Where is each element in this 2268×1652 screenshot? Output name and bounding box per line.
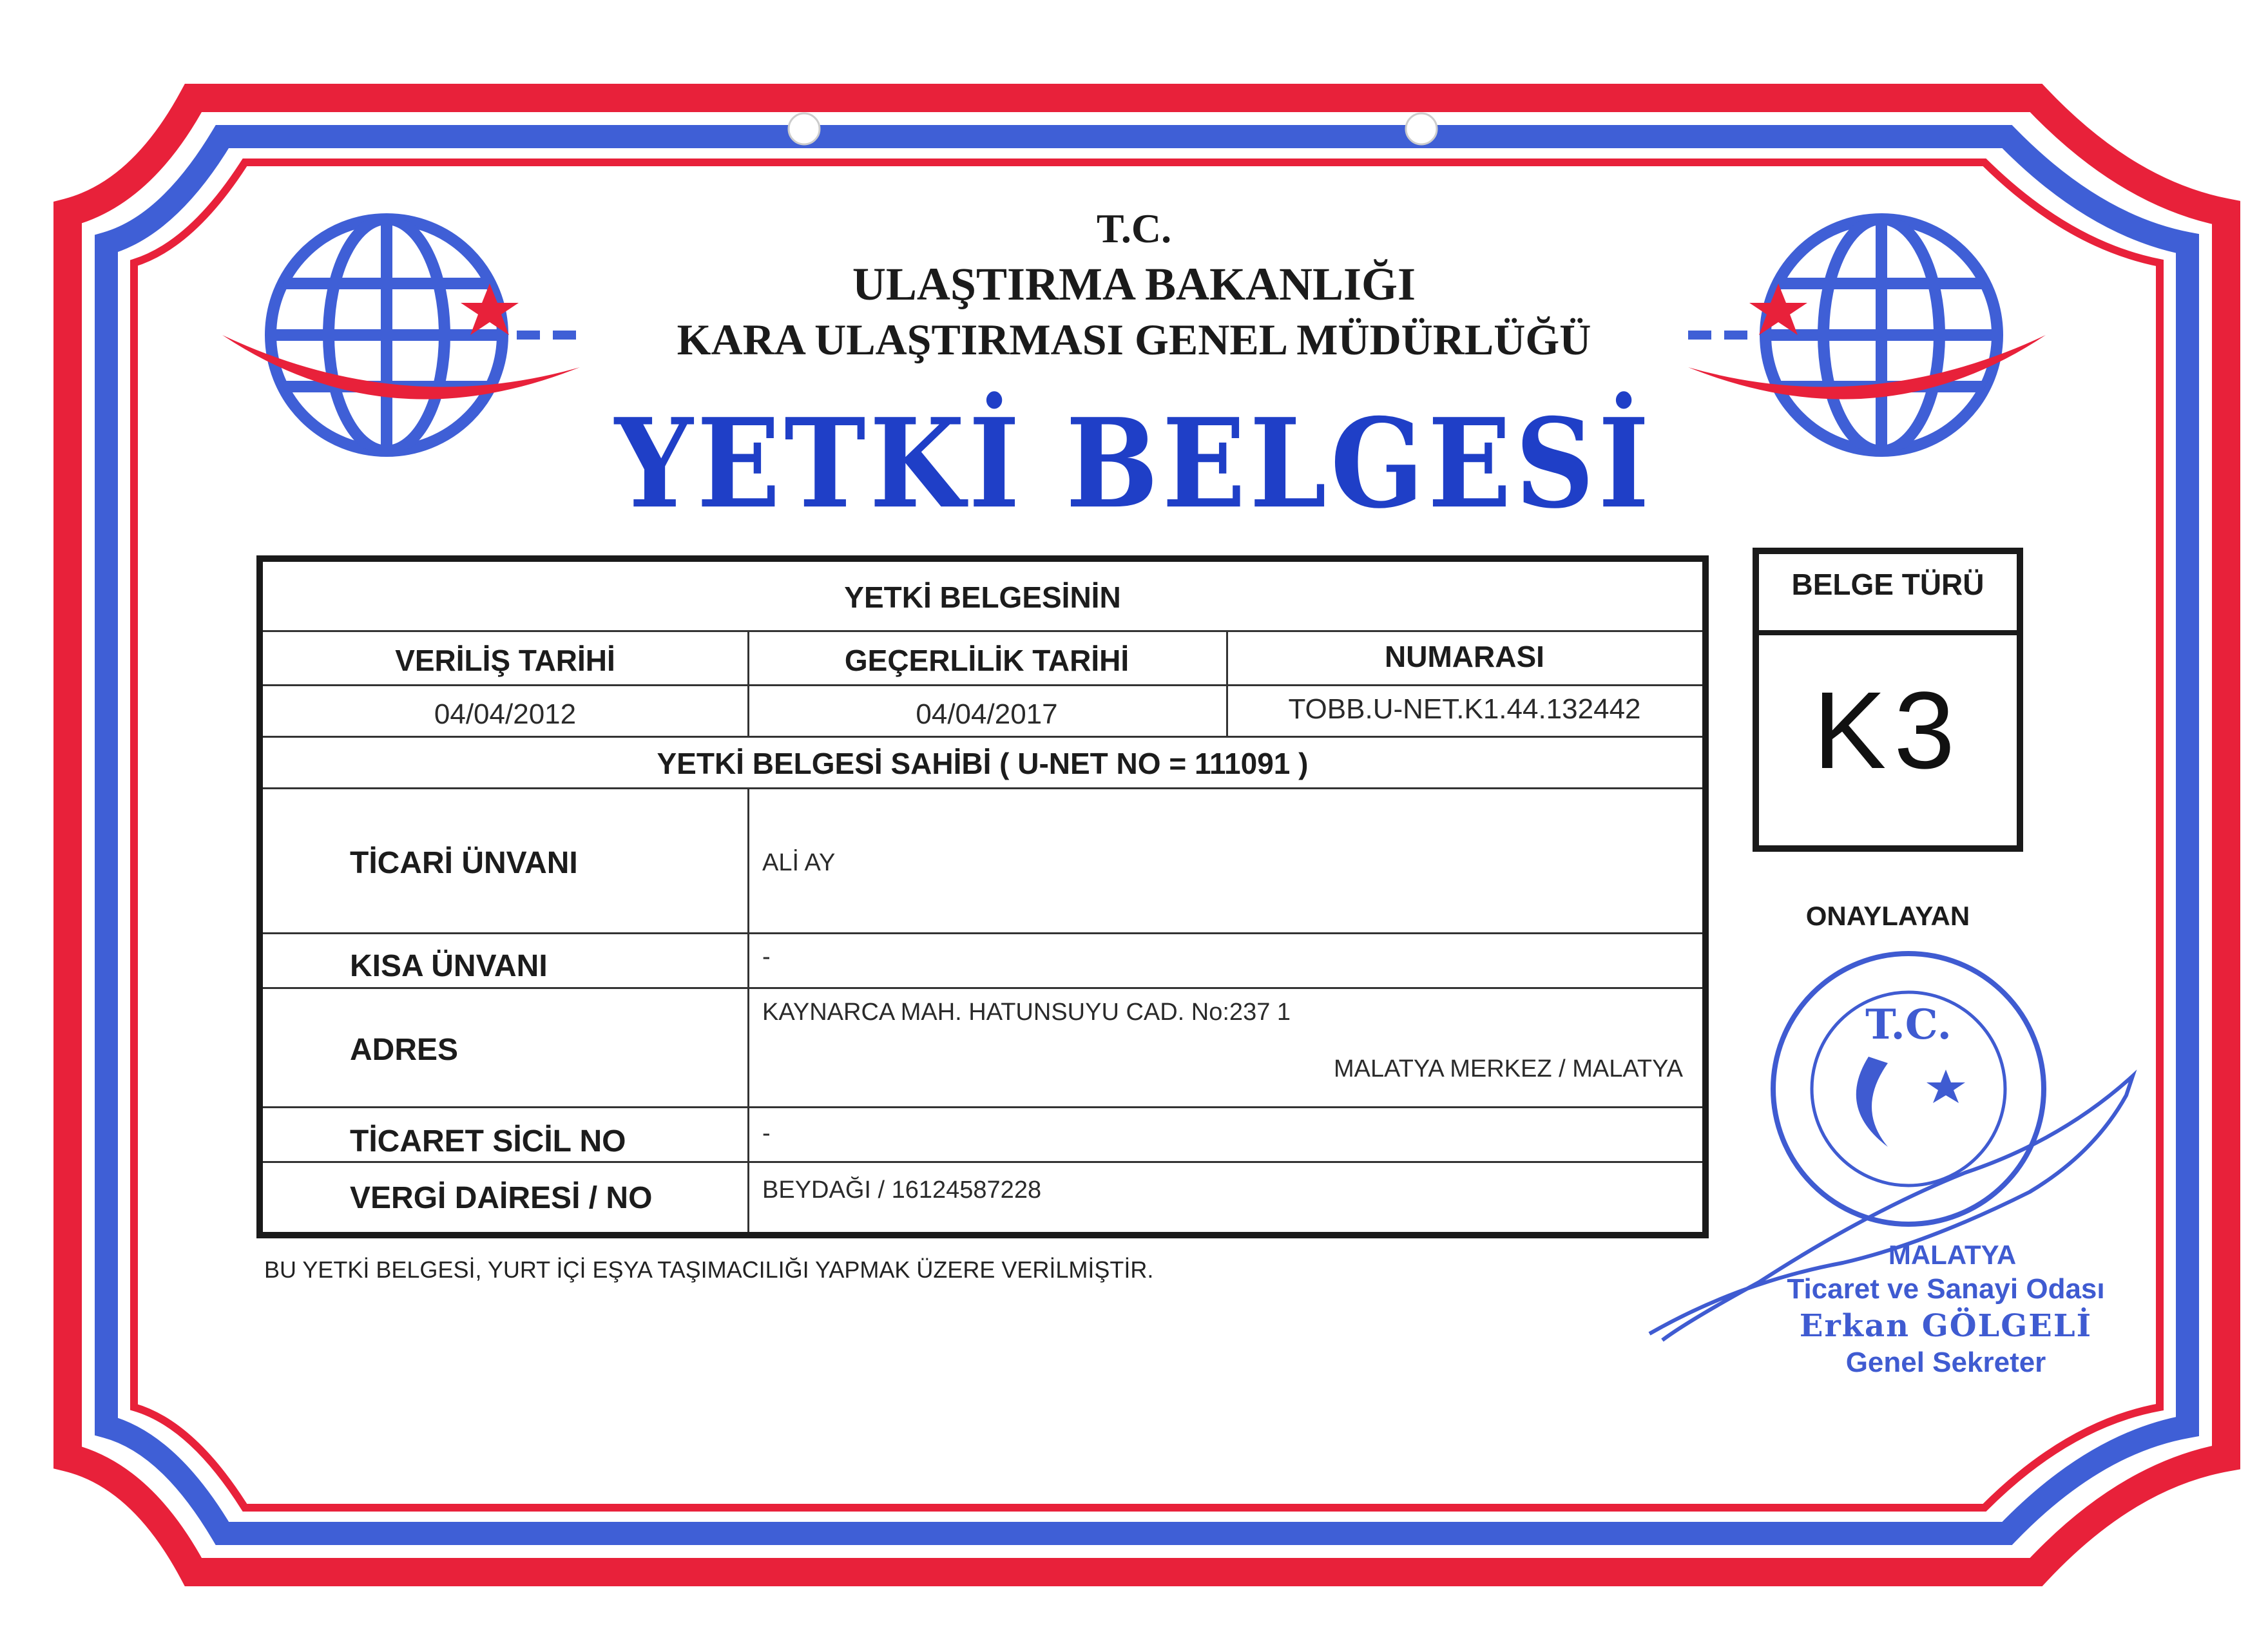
state-abbreviation: T.C. <box>1096 206 1172 251</box>
punch-hole <box>1406 113 1437 144</box>
validity-date-header: GEÇERLİLİK TARİHİ <box>844 644 1129 677</box>
directorate-name: KARA ULAŞTIRMASI GENEL MÜDÜRLÜĞÜ <box>677 315 1591 364</box>
issue-date-value: 04/04/2012 <box>434 698 577 730</box>
footer-note: BU YETKİ BELGESİ, YURT İÇİ EŞYA TAŞIMACILIĞI YAPMAK ÜZERE VERİLMİŞTİR. <box>264 1256 1154 1283</box>
official-seal <box>1773 954 2044 1224</box>
validity-date-value: 04/04/2017 <box>916 698 1058 730</box>
number-header: NUMARASI <box>1385 640 1544 673</box>
seal-top-text: T.C. <box>1865 1001 1952 1049</box>
document-title: YETKİ BELGESİ <box>615 392 1653 536</box>
tax-office-value: BEYDAĞI / 16124587228 <box>762 1177 1042 1204</box>
trade-registry-value: - <box>762 1120 771 1147</box>
trade-registry-label: TİCARET SİCİL NO <box>350 1124 626 1158</box>
issue-date-header: VERİLİŞ TARİHİ <box>395 644 615 677</box>
approver-label: ONAYLAYAN <box>1805 901 1970 931</box>
holder-section-title: YETKİ BELGESİ SAHİBİ ( U-NET NO = 111091 ) <box>657 747 1309 780</box>
certificate-number-value: TOBB.U-NET.K1.44.132442 <box>1288 693 1641 725</box>
stamp-city: MALATYA <box>1888 1240 2017 1270</box>
address-label: ADRES <box>350 1033 459 1067</box>
trade-name-value: ALİ AY <box>762 849 836 876</box>
address-line-1: KAYNARCA MAH. HATUNSUYU CAD. No:237 1 <box>762 999 1291 1026</box>
short-name-value: - <box>762 943 771 970</box>
stamp-official-name: Erkan GÖLGELİ <box>1799 1308 2093 1344</box>
document-type-box <box>1753 548 2023 852</box>
document-type-label: BELGE TÜRÜ <box>1791 568 1984 601</box>
certificate-table <box>256 555 1709 1238</box>
stamp-organization: Ticaret ve Sanayi Odası <box>1787 1273 2105 1305</box>
stamp-official-title: Genel Sekreter <box>1845 1347 2046 1378</box>
address-line-2: MALATYA MERKEZ / MALATYA <box>1334 1055 1683 1082</box>
certificate-section-title: YETKİ BELGESİNİN <box>844 581 1121 614</box>
document-type-value: K3 <box>1813 669 1963 792</box>
short-name-label: KISA ÜNVANI <box>350 949 548 983</box>
punch-hole <box>789 113 820 144</box>
ministry-name: ULAŞTIRMA BAKANLIĞI <box>852 258 1416 310</box>
trade-name-label: TİCARİ ÜNVANI <box>350 846 578 880</box>
tax-office-label: VERGİ DAİRESİ / NO <box>350 1181 653 1215</box>
